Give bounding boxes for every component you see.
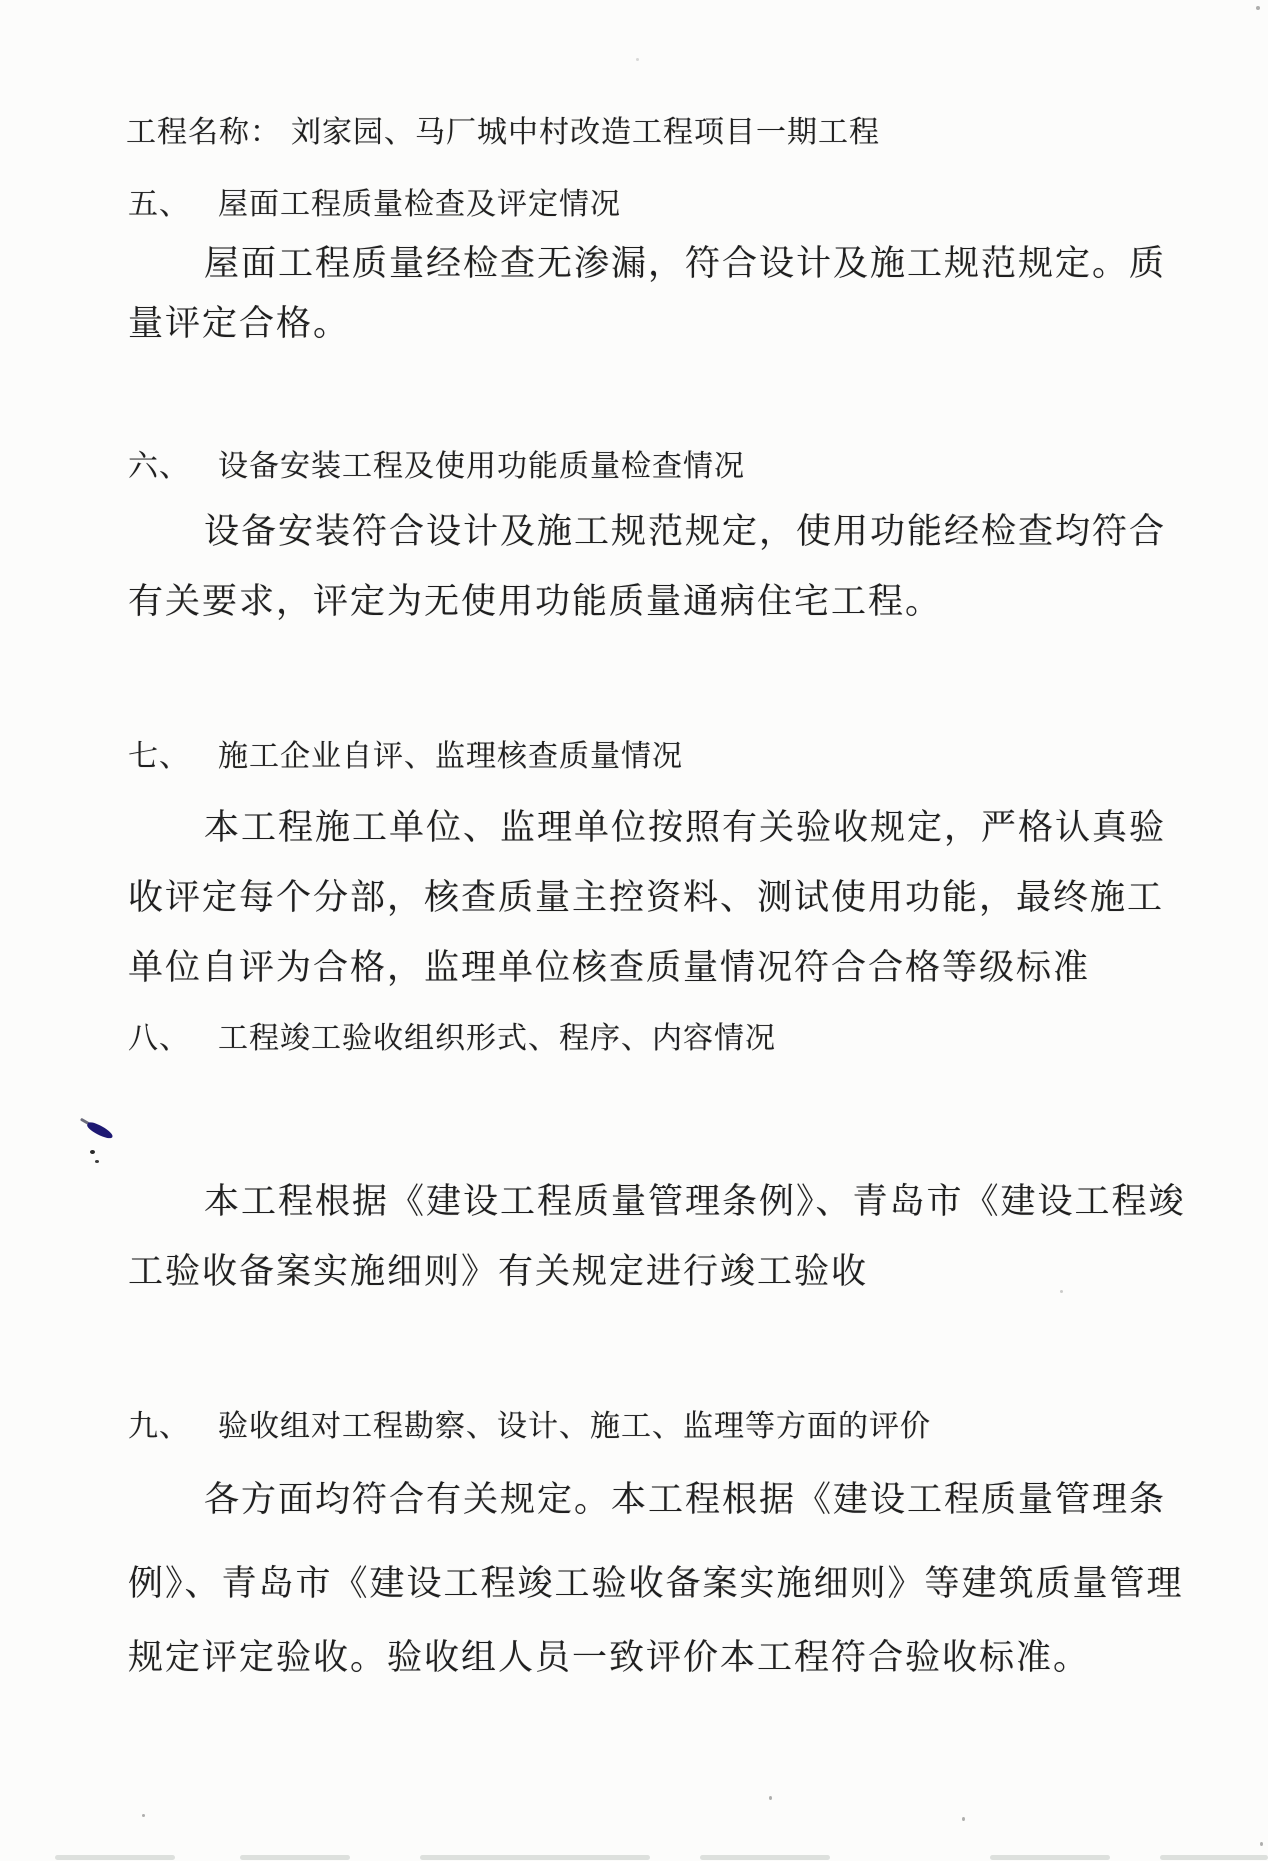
- scan-edge-smudge: [420, 1855, 650, 1860]
- scan-edge-smudge: [990, 1855, 1110, 1860]
- section-7-body-line-3: 单位自评为合格，监理单位核查质量情况符合合格等级标准: [128, 948, 1091, 987]
- scan-edge-smudge: [700, 1855, 830, 1860]
- scan-edge-smudge: [1160, 1855, 1268, 1860]
- section-8-number: 八、: [128, 1022, 190, 1055]
- section-7-title: 施工企业自评、监理核查质量情况: [218, 740, 683, 773]
- pen-ink-mark: [78, 1112, 128, 1172]
- section-7-number: 七、: [128, 740, 190, 773]
- scan-speck: [1256, 6, 1260, 10]
- section-8-body-line-1: 本工程根据《建设工程质量管理条例》、青岛市《建设工程竣: [204, 1182, 1186, 1221]
- section-6-title: 设备安装工程及使用功能质量检查情况: [218, 450, 745, 483]
- section-9-body-line-2: 例》、青岛市《建设工程竣工验收备案实施细则》等建筑质量管理: [128, 1564, 1184, 1603]
- pen-ink-dot: [95, 1160, 99, 1163]
- project-name-value: 刘家园、马厂城中村改造工程项目一期工程: [291, 116, 880, 149]
- scan-edge-smudge: [240, 1855, 350, 1860]
- section-6-heading: [128, 450, 745, 485]
- section-7-body-line-2: 收评定每个分部，核查质量主控资料、测试使用功能，最终施工: [128, 878, 1165, 917]
- project-name-label: 工程名称：: [126, 116, 281, 149]
- section-9-body-line-1: 各方面均符合有关规定。本工程根据《建设工程质量管理条: [204, 1480, 1167, 1519]
- scan-speck: [962, 1817, 965, 1821]
- section-5-body-line-2: 量评定合格。: [128, 304, 351, 343]
- section-8-heading: [128, 1022, 776, 1057]
- section-6-body-line-2: 有关要求，评定为无使用功能质量通病住宅工程。: [128, 582, 943, 621]
- section-7-heading: [128, 740, 683, 775]
- section-5-body-line-1: 屋面工程质量经检查无渗漏，符合设计及施工规范规定。质: [204, 244, 1167, 283]
- section-9-body-line-3: 规定评定验收。验收组人员一致评价本工程符合验收标准。: [128, 1638, 1091, 1677]
- pen-ink-stroke: [86, 1120, 115, 1141]
- scan-speck: [769, 1796, 772, 1800]
- section-6-number: 六、: [128, 450, 190, 483]
- section-5-number: 五、: [128, 188, 190, 221]
- scan-speck: [1260, 1842, 1263, 1846]
- pen-ink-dot: [90, 1150, 95, 1154]
- pen-ink-tail: [80, 1118, 90, 1126]
- section-8-body-line-2: 工验收备案实施细则》有关规定进行竣工验收: [128, 1252, 869, 1291]
- section-6-body-line-1: 设备安装符合设计及施工规范规定，使用功能经检查均符合: [204, 512, 1167, 551]
- section-8-title: 工程竣工验收组织形式、程序、内容情况: [218, 1022, 776, 1055]
- section-7-body-line-1: 本工程施工单位、监理单位按照有关验收规定，严格认真验: [204, 808, 1167, 847]
- scan-edge-smudge: [55, 1855, 175, 1860]
- section-5-heading: [128, 188, 621, 223]
- scan-speck: [1060, 1290, 1063, 1293]
- section-5-title: 屋面工程质量检查及评定情况: [218, 188, 621, 221]
- scan-speck: [636, 58, 639, 61]
- project-name-line: [126, 116, 880, 151]
- scan-speck: [142, 1814, 145, 1817]
- section-9-title: 验收组对工程勘察、设计、施工、监理等方面的评价: [218, 1410, 931, 1443]
- section-9-number: 九、: [128, 1410, 190, 1443]
- section-9-heading: [128, 1410, 931, 1445]
